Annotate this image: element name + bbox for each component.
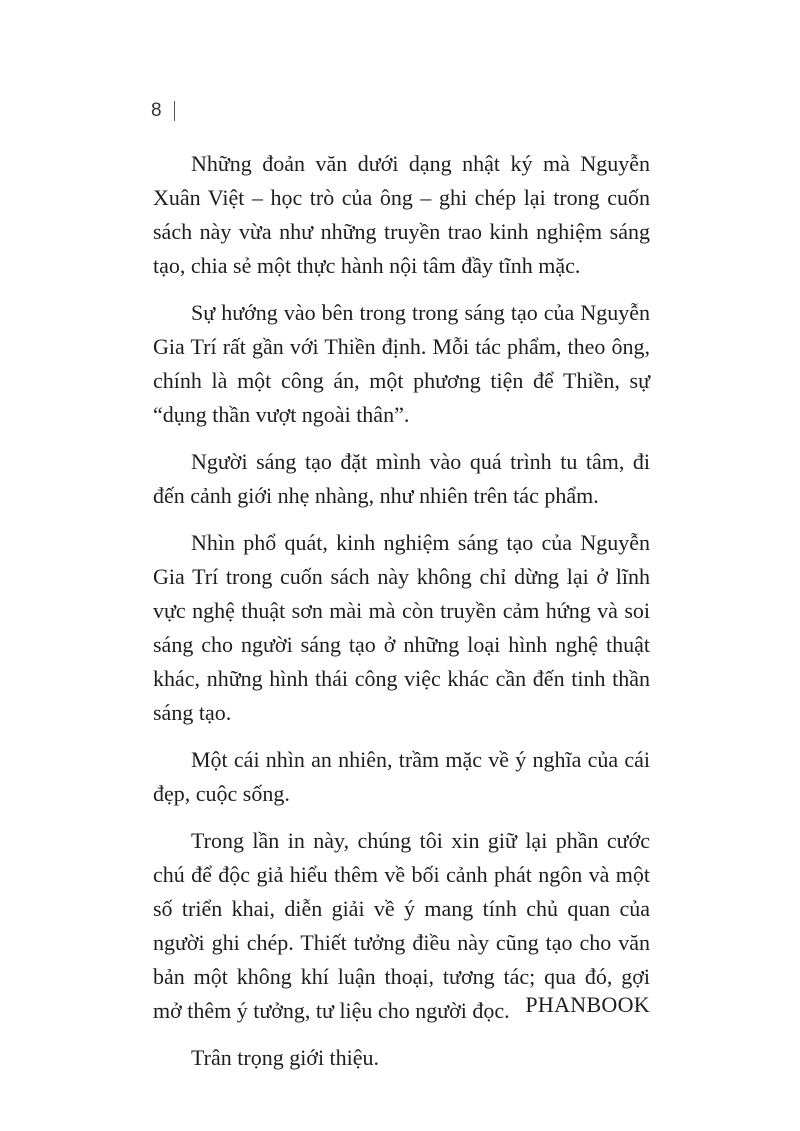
paragraph: Những đoản văn dưới dạng nhật ký mà Nguyễn Xuân Việt – học trò của ông – ghi chép lại trong cuốn sách này vừa như những truyền trao kinh nghiệm sáng tạo, chia sẻ một thực hành nội tâm đầy tĩnh mặc. bbox=[153, 151, 650, 278]
paragraph: Một cái nhìn an nhiên, trầm mặc về ý nghĩa của cái đẹp, cuộc sống. bbox=[153, 747, 650, 806]
paragraph: Nhìn phổ quát, kinh nghiệm sáng tạo của Nguyễn Gia Trí trong cuốn sách này không chỉ dừng lại ở lĩnh vực nghệ thuật sơn mài mà còn truyền cảm hứng và soi sáng cho người sáng tạo ở những loại hình nghệ thuật khác, những hình thái công việc khác cần đến tinh thần sáng tạo. bbox=[153, 530, 650, 725]
page-number-divider bbox=[174, 101, 176, 121]
paragraph: Người sáng tạo đặt mình vào quá trình tu tâm, đi đến cảnh giới nhẹ nhàng, như nhiên trên tác phẩm. bbox=[153, 449, 650, 508]
paragraph: Sự hướng vào bên trong trong sáng tạo của Nguyễn Gia Trí rất gần với Thiền định. Mỗi tác phẩm, theo ông, chính là một công án, một phương tiện để Thiền, sự “dụng thần vượt ngoài thân”. bbox=[153, 300, 650, 427]
paragraph: Trân trọng giới thiệu. bbox=[191, 1045, 380, 1070]
page-header bbox=[151, 99, 175, 123]
paragraph: Trong lần in này, chúng tôi xin giữ lại phần cước chú để độc giả hiểu thêm về bối cảnh phát ngôn và một số triển khai, diễn giải về ý mang tính chủ quan của người ghi chép. Thiết tưởng điều này cũng tạo cho văn bản một không khí luận thoại, tương tác; qua đó, gợi mở thêm ý tưởng, tư liệu cho người đọc. bbox=[153, 828, 650, 1023]
publisher-signature: PHANBOOK bbox=[525, 992, 650, 1017]
body-text bbox=[153, 147, 650, 1088]
page-number: 8 bbox=[151, 100, 162, 121]
